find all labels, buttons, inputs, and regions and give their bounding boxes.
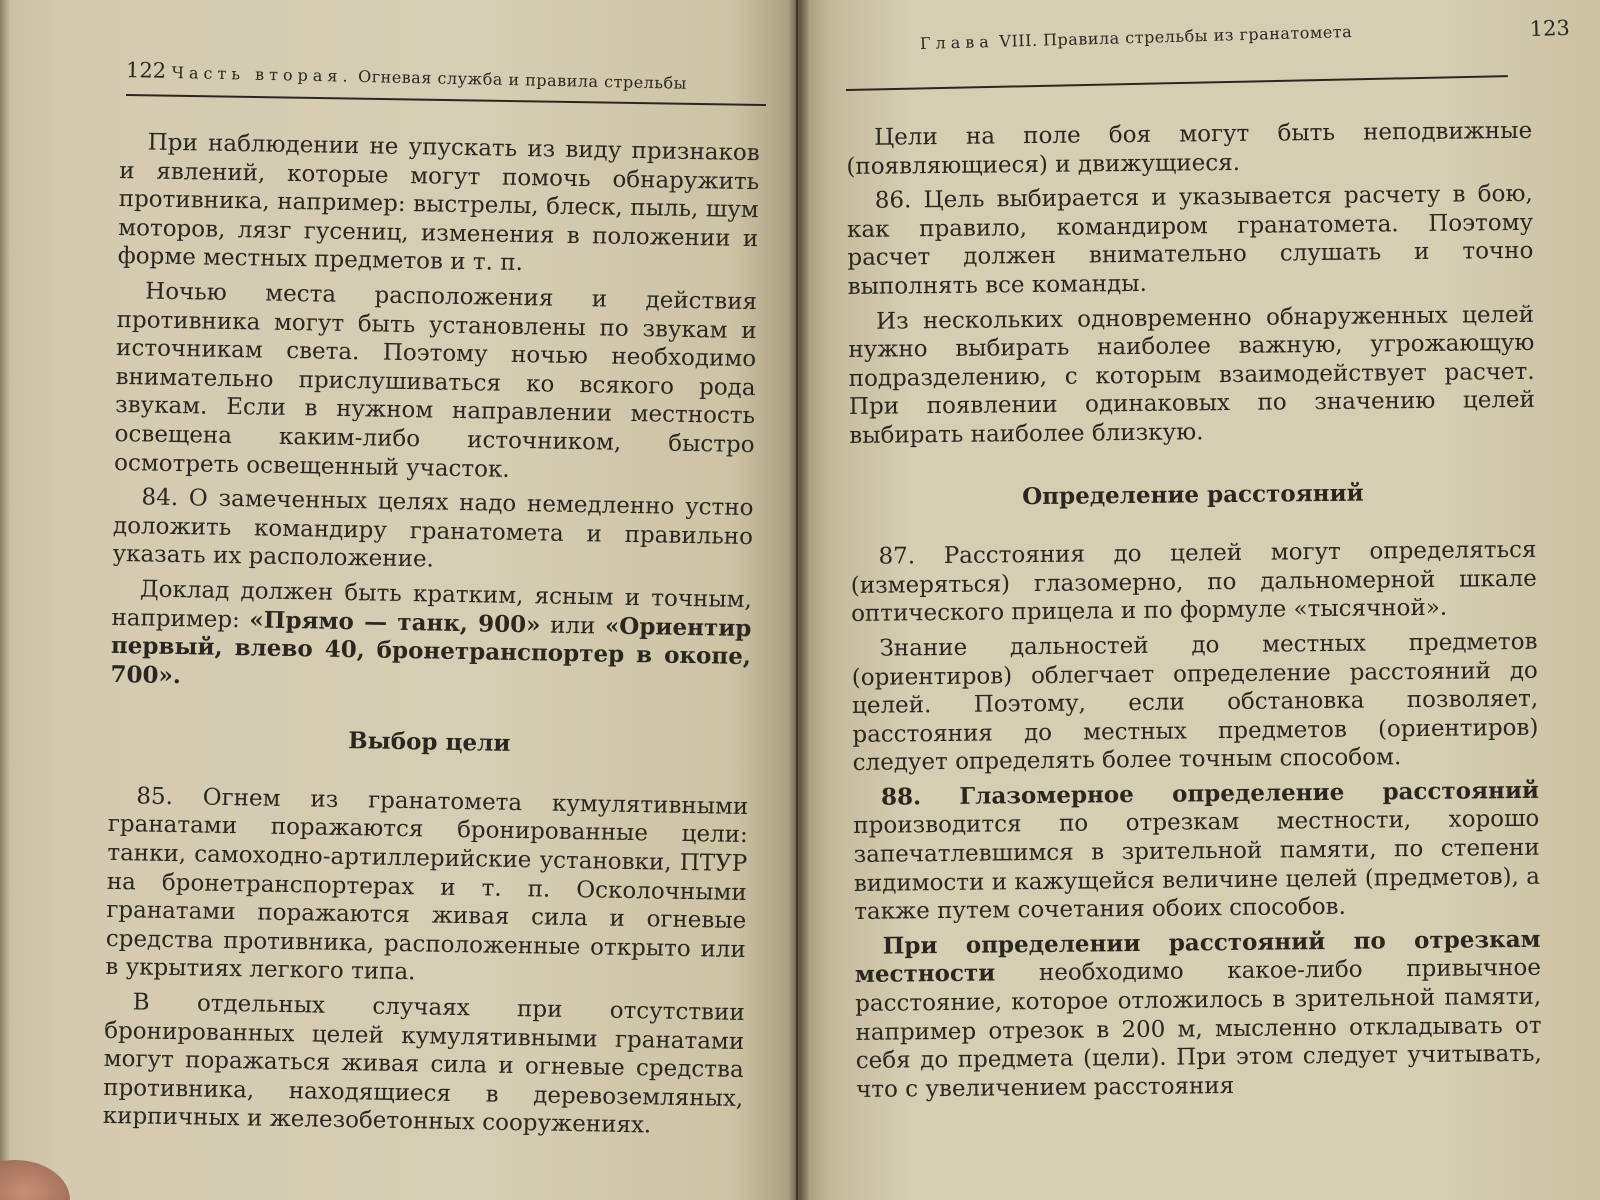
- paragraph: Из нескольких одновременно обнаруженных целей нужно выбирать наиболее важную, угрожающую подразделению, с которым взаимодействует расчет. При появлении одинаковых по значению целей выбирать наиболее близкую.: [848, 301, 1536, 449]
- right-body-text: [846, 117, 1542, 1111]
- running-header-right: [920, 16, 1570, 53]
- right-page: [798, 0, 1600, 1200]
- paragraph: В отдельных случаях при отсутствии бронированных целей кумулятивными гранатами могут поражаться живая сила и огневые средства противника, находящиеся в деревоземляных, кирпичных и железобетонных сооружениях.: [102, 989, 745, 1139]
- left-page: [0, 0, 796, 1200]
- page-edge: [0, 0, 10, 1200]
- header-title: Огневая служба и правила стрельбы: [357, 66, 688, 93]
- paragraph: Знание дальностей до местных предметов (ориентиров) облегчает определение расстояний до целей. Поэтому, если обстановка позволяет, расстояния до местных предметов (ориентиров) следует определять более точным способом.: [851, 628, 1539, 777]
- thumb: [0, 1160, 70, 1200]
- book-gutter: [788, 0, 810, 1200]
- paragraph-report-example: [110, 575, 752, 701]
- header-rule: [846, 75, 1508, 91]
- section-title: Определение расстояний: [1022, 479, 1364, 510]
- paragraph-last: [854, 926, 1542, 1105]
- page-number: 123: [1529, 15, 1571, 41]
- paragraph: Ночью места расположения и действия противника могут быть установлены по звукам и источникам света. Поэтому ночью необходимо внимательно прислушиваться ко всякого рода звукам. Если в нужном направлении местность освещена каким-либо источником, быстро осмотреть освещенный участок.: [113, 278, 758, 483]
- p88-rest: производится по отрезкам местности, хорошо запечатлевшимся в зрительной памяти, по степени видимости и кажущейся величине целей (предметов), а также путем сочетания обоих способов.: [853, 806, 1541, 926]
- p88-bold: Глазомерное определение расстояний: [920, 776, 1540, 811]
- header-chapter: Глава: [919, 31, 995, 53]
- paragraph: 85. Огнем из гранатомета кумулятивными гранатами поражаются бронированные цели: танки, самоходно-артиллерийские установки, ПТУР на бронетранспортерах и т. п. Осколочными гранатами поражаются живая сила и огневые средства противника, расположенные открыто или в укрытиях легкого типа.: [105, 783, 749, 986]
- paragraph: Цели на поле боя могут быть неподвижные (появляющиеся) и движущиеся.: [846, 117, 1533, 180]
- last-bold: При определении расстояний по отрезкам местности: [854, 925, 1541, 989]
- paragraph-88: [853, 777, 1540, 927]
- header-title: VIII. Правила стрельбы из гранатомета: [999, 21, 1353, 51]
- report-lead: Доклад должен быть кратким, ясным и точным, например:: [111, 576, 753, 633]
- section-title: Выбор цели: [348, 727, 511, 758]
- p88-number: 88.: [880, 783, 922, 811]
- report-example-1: «Прямо — танк, 900»: [249, 605, 541, 638]
- report-example-2: «Ориентир первый, влево 40, бронетранспортер в окопе, 700».: [110, 612, 752, 689]
- paragraph: При наблюдении не упускать из виду признаков и явлений, которые могут помочь обнаружить противника, например: выстрелы, блеск, пыль, шум моторов, лязг гусениц, изменения в положении и форме местных предметов и т. п.: [117, 129, 760, 277]
- last-rest: необходимо какое-либо привычное расстояние, которое отложилось в зрительной памяти, например отрезок в 200 м, мысленно откладывать от себя до предмета (цели). При этом следует учитывать, что с увеличением расстояния: [855, 955, 1542, 1103]
- page-number: 122: [125, 58, 167, 83]
- running-header-left: [126, 58, 687, 94]
- left-body-text: [102, 128, 760, 1148]
- header-rule: [126, 94, 766, 106]
- paragraph: 84. О замеченных целях надо немедленно устно доложить командиру гранатомета и правильно указать их расположение.: [112, 484, 754, 573]
- paragraph: 86. Цель выбирается и указывается расчету в бою, как правило, командиром гранатомета. Поэтому расчет должен внимательно слушать и точно выполнять все команды.: [846, 181, 1534, 300]
- header-part: Часть вторая.: [171, 62, 353, 86]
- paragraph: 87. Расстояния до целей могут определяться (измеряться) глазомерно, по дальномерной шкале оптического прицела и по формуле «тысячной».: [850, 536, 1537, 628]
- report-connector: или: [540, 611, 606, 640]
